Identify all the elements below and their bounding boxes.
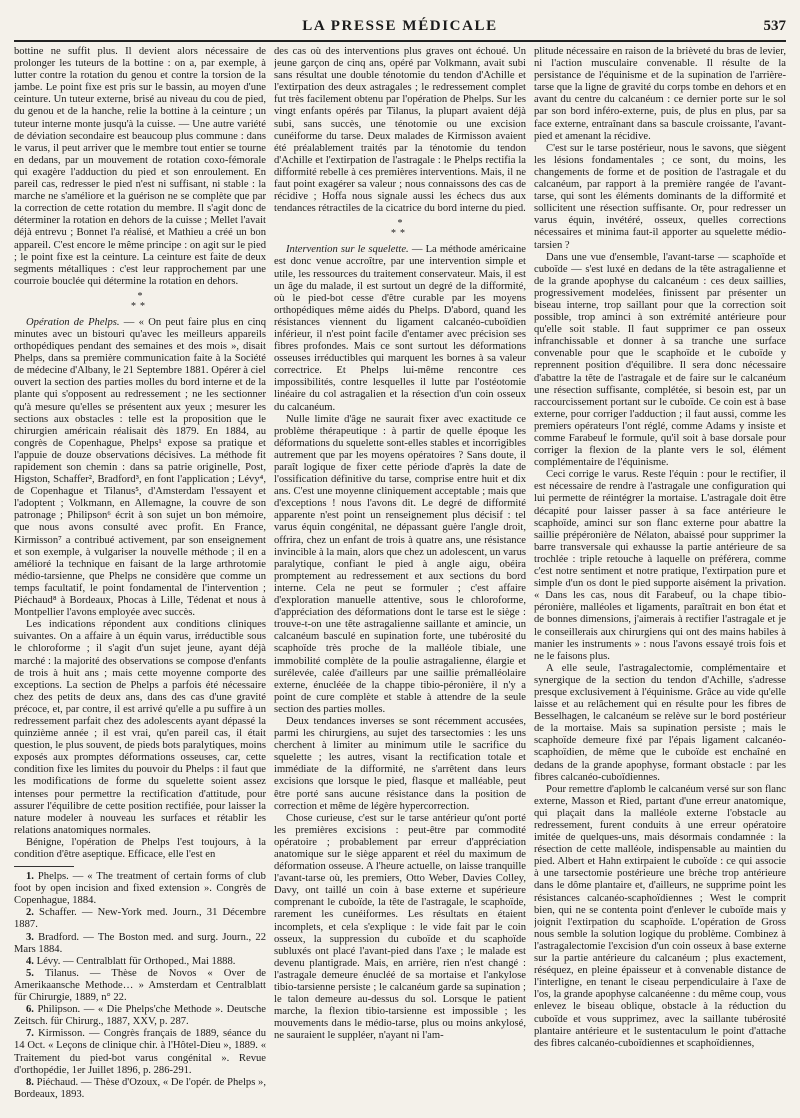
footnote-text: Philipson. — « Die Phelps'che Methode ». Deutsche Zeitsch. für Chirurg., 1887, XXV, p. 287.: [14, 1004, 266, 1028]
footnote-text: Phelps. — « The treatment of certain forms of club foot by open incision and fixed extension ». Congrès de Copenhague, 1884.: [14, 871, 266, 907]
footnote: [14, 968, 266, 1004]
footnote-text: Bradford. — The Boston med. and surg. Journ., 22 Mars 1884.: [14, 931, 266, 955]
footnote-number: 1.: [26, 871, 34, 883]
section-separator-asterisks: * **: [131, 290, 149, 312]
paragraph: des cas où des interventions plus graves ont échoué. Un jeune garçon de cinq ans, opéré par Volkmann, avait subi sans résultat une double ténotomie du tendon d'Achille et l'extirpation des deux astragales ; le redressement complet fut très facilement obtenu par l'opération de Phelps. Sur les vingt enfants opérés par Tilanus, la plupart avaient déjà subi, sans succès, une ténotomie ou une excision cunéiforme du tarse. Deux malades de Kirmisson avaient été préalablement traités par la ténotomie du tendon d'Achille et l'extirpation de l'astragale : le Phelps rectifia la difformité rebelle à ces premières interventions. Mais, il ne faut point exagérer sa valeur ; nous connaissons des cas de récidive ; Hoffa nous signale aussi les échecs dus aux tendances rétractiles de la cicatrice du bord interne du pied.: [274, 46, 526, 215]
footnote-number: 7.: [26, 1028, 34, 1040]
paragraph: Pour remettre d'aplomb le calcanéum versé sur son flanc externe, Masson et Ried, partant d'une erreur anatomique, qui plaçait dans la malléole externe l'obstacle au redressement, furent conduits à une erreur opératoire imitée de quelques-uns, mais désormais condamnée : la résection de cette malléole, indispensable au maintien du pied. Albert et Hahn extirpaient le cuboïde : ce qui associe à une tarsectomie postérieure une brèche trop antérieure dans le dôme plantaire et, d'ailleurs, ne supprime point les résistances calcanéo-scaphoïdiennes ; West le comprit bien, qui ne se contenta point d'enlever le cuboïde mais y joignit l'extirpation du scaphoïde. L'opération de Gross nous semble la solution logique du problème. Combinez à l'astragalectomie l'excision d'un coin osseux à base externe sur la partie antérieure du calcanéum ; plus exactement, réséquez, en pleine épaisseur et à convenable distance de l'interligne, en tenant le ciseau perpendiculaire à l'axe de l'os, la grande apophyse calcanéenne : du même coup, vous enlevez le biseau oblique, obstacle à la réduction du cuboïde et vous supprimez, avec la saillante tubérosité plantaire antérieure et le sustentaculum le point d'attache des fibres calcanéo-cuboïdiennes et scaphoïdiennes,: [534, 783, 786, 1049]
paragraph: Les indications répondent aux conditions cliniques suivantes. On a affaire à un équin varus, irréductible sous le chloroforme ; il s'agit d'un sujet jeune, ayant déjà marché : la majorité des observations se compose d'enfants de trois à huit ans ; mais cette moyenne comporte des exceptions. La section de Phelps a parfois été nécessaire chez des petits de deux ans, dans des cas d'une gravité précoce, et, par contre, il est arrivé qu'elle a pu suffire à un redressement parfait chez des adolescents ayant dépassé la quinzième année ; il est vrai, qu'en pareil cas, il était question, le plus souvent, de pieds bots paralytiques, moins exposés aux promptes déformations osseuses, car, cette condition fixe les limites du pouvoir du Phelps : il faut que les modifications de forme du squelette soient assez intenses pour permettre la rectification d'attitude, pour assurer l'équilibre de cette position rectifiée, pour laisser la nature modeler à nouveau les surfaces et rétablir les relations anatomiques normales.: [14, 619, 266, 836]
section-runin-heading: Intervention sur le squelette.: [286, 244, 409, 256]
section-separator-asterisks: * **: [391, 218, 409, 240]
paragraph: plitude nécessaire en raison de la brièveté du bras de levier, ni l'action musculaire convenable. Il résulte de la persistance de l'équinisme et de la supination de l'arrière-tarse que la ligne de gravité du corps tombe en dehors et en avant du centre du calcanéum : ce dernier porte sur le sol par son bord inféro-externe, puis, de plus en plus, par sa face externe, entraînant dans sa bascule croissante, l'avant-pied et amenant la récidive.: [534, 46, 786, 142]
footnote: [14, 1077, 266, 1101]
column-1: [14, 46, 266, 1110]
paragraph-text: — La méthode américaine est donc venue accroître, par une intervention simple et utile, les ressources du traitement conservateur. Mais, il est un âge du malade, il est surtout un degré de la difformité, où le pied-bot cesse d'être curable par les moyens orthopédiques même aidés du Phelps. D'abord, quand les résistances viennent du ligament calcanéo-cuboïdien inférieur, il n'est point facile d'entamer avec précision ses fibres profondes. Mais ce sont surtout les déformations osseuses irréductibles qui marquent les bornes à sa valeur correctrice. Et Phelps lui-même rencontre ces impossibilités, contre lesquelles il lutte par l'ostéotomie linéaire du col astragalien et la résection d'un coin osseux du calcanéum.: [274, 244, 526, 413]
footnote: [14, 1028, 266, 1076]
footnote-divider: [14, 866, 74, 867]
section-runin-heading: Opération de Phelps.: [26, 316, 120, 328]
footnote: [14, 1004, 266, 1028]
footnote-text: Tilanus. — Thèse de Novos « Over de Amerikaansche Methode… » Amsterdam et Centralblatt für Chirurgie, 1889, n° 22.: [14, 967, 266, 1004]
paragraph: bottine ne suffit plus. Il devient alors nécessaire de prolonger les tuteurs de la bottine : on a, par exemple, à lutter contre la rotation du genou et contre la torsion de la jambe. Le point fixe est pris sur le bassin, au moyen d'une ceinture. Un tuteur externe, brisé au niveau du cou de pied, du genou et de la hanche, relie la bottine à la ceinture ; un tuteur interne monte jusqu'à la cuisse. — Une autre variété de déviation secondaire est beaucoup plus commune : dans le varus, il peut arriver que le membre tout entier se tourne en dedans, par un mouvement de rotation coxo-fémorale qui exagère l'adduction du pied et son enroulement. En pareil cas, redresser le pied n'est ni suffisant, ni stable : la marche ne s'améliore et la guérison ne se complète que par la correction de cette rotation du membre. Il s'agit donc de déterminer la rotation en dehors de la cuisse ; Mellet l'avait déjà entrevu ; Bonnet l'a réalisé, et Mathieu a créé un bon appareil. C'est encore le même principe : on agit sur le pied ; le point fixe est la ceinture. La ceinture est faite de deux segments métalliques : c'est leur rapprochement par une courroie bouclée qui détermine la rotation en dehors.: [14, 46, 266, 287]
footnote-number: 6.: [26, 1004, 34, 1016]
paragraph-squelette: [274, 244, 526, 413]
footnote-number: 5.: [26, 967, 34, 979]
footnote-text: Schaffer. — New-York med. Journ., 31 Décembre 1887.: [14, 907, 266, 931]
paragraph: C'est sur le tarse postérieur, nous le savons, que siègent les lésions fondamentales ; ce sont, du moins, les changements de forme et de position de l'astragale et du calcanéum, par rapport à la première rangée de l'avant-tarse, qui sont les éléments dominants de la difformité et sollicitent une résection suffisante. Or, pour redresser un varus équin, invétéré, osseux, quelles corrections nécessaires et minima faut-il apporter au squelette médio-tarsien ?: [534, 142, 786, 251]
column-2: [274, 46, 526, 1110]
paragraph-phelps: [14, 317, 266, 619]
footnote-text: Lévy. — Centralblatt für Orthoped., Mai 1888.: [36, 955, 236, 967]
paragraph: Ceci corrige le varus. Reste l'équin : pour le rectifier, il est nécessaire de rendre à l'astragale une configuration qui lui permette de réintégrer la mortaise. L'astragale doit être décapité pour laisser passer à sa face antérieure le scaphoïde, aminci sur son flanc externe pour abattre la saillie prépéronière de Nélaton, abaissé pour supprimer la barre transversale qui exhausse la partie antérieure de sa trochlée : triple retouche à laquelle on préférera, comme c'est notre sentiment et notre pratique, l'extirpation pure et simple d'un os dont le pied supporte aisément la privation. « Dans les cas, nous dit Farabeuf, ou la chape tibio-péronière, malléoles et ligaments, paraîtrait en bon état et de bonnes dimensions, j'aimerais à rectifier l'astragale et je le conseillerais aux chirurgiens qui ont des mains habiles à manier les instruments » : nous l'avons essayé trois fois et ne le faisons plus.: [534, 469, 786, 662]
footnote-text: Piéchaud. — Thèse d'Ozoux, « De l'opér. de Phelps », Bordeaux, 1893.: [14, 1076, 266, 1100]
footnote: [14, 956, 266, 968]
footnote-text: Kirmisson. — Congrès français de 1889, séance du 14 Oct. « Leçons de clinique chir. à l'Hôtel-Dieu », 1889. « Traitement du pied-bot varus congénital ». Revue d'orthopédie, 1er Juillet 1896, p. 286-291.: [14, 1028, 266, 1076]
running-header: [14, 10, 786, 42]
paragraph: A elle seule, l'astragalectomie, complémentaire et synergique de la section du tendon d'Achille, s'adresse presque exclusivement à l'équinisme. Grâce au vide qu'elle laisse et au relâchement qui en résulte pour les fibres de Besselhagen, le calcanéum se relève sur le bord postérieur de la mortaise. Mais sa supination persiste ; mais le scaphoïde demeure fixé par l'épais ligament calcanéo-scaphoïdien, de même que le cuboïde est enchaîné en dedans de la grande apophyse, formant obstacle : par les fibres calcanéo-cuboïdiennes.: [534, 662, 786, 783]
journal-title: LA PRESSE MÉDICALE: [302, 18, 498, 34]
column-3: [534, 46, 786, 1110]
paragraph: Nulle limite d'âge ne saurait fixer avec exactitude ce problème thérapeutique : à partir de quelle époque les déformations du squelette sont-elles stables et incorrigibles autrement que par les moyens opératoires ? Sans doute, il paraît logique de fixer cette période d'après la date de l'ossification définitive du tarse, comprise entre huit et dix ans. C'est une moyenne cliniquement acceptable ; mais que d'exceptions ! nous l'avons dit. Le degré de difformité apparente n'est point un renseignement plus décisif : tel varus équin congénital, ne dépassant guère l'angle droit, offrira, chez un enfant de trois à quatre ans, une résistance invincible à la main, alors que chez un adolescent, un varus paralytique, confiant le pied à angle aigu, obéira promptement au redressement et aux sections du bord interne. Cela ne peut se formuler ; c'est affaire d'exploration manuelle attentive, sous le chloroforme, d'appréciation des déformations dont le tarse est le siège : trouve-t-on une tête astragalienne saillante et amincie, un calcanéum basculé en supination forte, une tubérosité du scaphoïde très proche de la malléole tibiale, une immobilité complète de la poulie astragalienne, élargie et surélevée, calée d'ailleurs par une saillie prémalléolaire externe, énucléée de la chappe tibio-péronière, il n'y a point de cure complète et stable à attendre de la seule section des parties molles.: [274, 413, 526, 715]
footnote-number: 8.: [26, 1076, 34, 1088]
paragraph: Deux tendances inverses se sont récemment accusées, parmi les chirurgiens, au sujet des tarsectomies : les uns cherchent à limiter au minimum utile le sacrifice du squelette ; les autres, visant la rectification totale et immédiate de la difformité, ne s'arrêtent dans leurs excisions que lorsque le pied, flasque et malléable, peut être porté sans aucune résistance dans la position de correction et même de légère hypercorrection.: [274, 715, 526, 812]
footnote-number: 2.: [26, 907, 34, 919]
footnote: [14, 871, 266, 907]
footnote-number: 3.: [26, 931, 34, 943]
footnote: [14, 907, 266, 931]
paragraph: Bénigne, l'opération de Phelps l'est toujours, à la condition d'être aseptique. Efficace, elle l'est en: [14, 836, 266, 860]
footnotes: [14, 871, 266, 1101]
paragraph: Chose curieuse, c'est sur le tarse antérieur qu'ont porté les premières excisions : peut-être par commodité opératoire ; probablement par erreur d'appréciation anatomique sur le siège apparent et réel du maximum de déformation osseuse. A l'heure actuelle, on laisse tranquille l'avant-tarse où, les premiers, Otto Weber, Davies Colley, Davy, ont taillé un coin à base externe et supérieure comprenant le cuboïde, la tête de l'astragale, le scaphoïde, rarement les cunéiformes. Les résultats en étaient incomplets, et cela s'explique : le vide fait par le coin osseux, la suppression du cuboïde et du scaphoïde subluxés ont placé l'avant-pied dans l'axe ; le malade est devenu plantigrade. Mais, en arrière, rien n'est changé : l'astragale demeure énucléé de sa mortaise et l'ankylose tibio-tarsienne persiste ; le calcanéum garde sa supination ; le talon demeure au-dessus du sol. Lorsque le patient marche, la flexion tibio-tarsienne est impossible ; les mouvements dans le médio-tarse, plus ou moins ankylosé, ne sauraient le suppléer, n'ayant ni l'am-: [274, 812, 526, 1042]
paragraph: Dans une vue d'ensemble, l'avant-tarse — scaphoïde et cuboïde — s'est luxé en dedans de la tête astragalienne et de la grande apophyse du calcanéum : ces deux saillies, progressivement modelées, finissent par présenter un biseau interne, trop saillant pour que la correction soit possible, trop aminci à son extrémité antérieure pour qu'elle soit stable. Il faut supprimer ce pan osseux infranchissable et donner à sa tranche une surface convenable pour que le scaphoïde et le cuboïde y reprennent position d'équilibre. Il sera donc nécessaire d'abattre la tête de l'astragale et de faire sur le calcanéum une résection suffisante, complétée, si besoin est, par un raccourcissement portant sur le cuboïde. Ce coin est à base externe, pour corriger l'adduction ; il faut aussi, comme les premiers opérateurs l'ont réglé, comme Adams y insiste et comme Farabeuf le formule, qu'il soit à base dorsale pour corriger la flexion de la plante vers le sol, élément complémentaire de l'équinisme.: [534, 251, 786, 469]
page-number: 537: [763, 18, 786, 34]
footnote-number: 4.: [26, 955, 34, 967]
footnote: [14, 932, 266, 956]
paragraph-text: — « On peut faire plus en cinq minutes avec un bistouri qu'avec les meilleurs appareils orthopédiques pendant des semaines et des mois », disait Phelps, dans sa première communication faite à la Société de médecine d'Albany, le 21 Septembre 1881. Opérer à ciel ouvert la section des parties molles du bord interne et de la plante qui s'opposent au redressement ; ne les sectionner qu'à mesure qu'elles se présentent aux yeux ; mesurer les sections aux obstacles : telle est la proposition que le chirurgien américain réalisait dès 1879. En 1884, au congrès de Copenhague, Phelps¹ expose sa pratique et l'appuie de douze observations décisives. La méthode fit rapidement son chemin : dans sa patrie originelle, Post, Higston, Schaffer², Bradford³, en font l'application ; Lévy⁴, de Copenhague et Tilanus⁵, d'Amsterdam l'essayent et l'adoptent ; Volkmann, en Allemagne, la couvre de son patronage ; Philipson⁶ écrit à son sujet un bon mémoire, que nous avons consulté avec profit. En France, Kirmisson⁷ a contribué activement, par son enseignement et son exemple, à vulgariser la nouvelle méthode ; il en a amélioré la technique en faisant de la large arthrotomie médio-tarsienne, que Phelps ne considère que comme un temps facultatif, le point fondamental de l'intervention ; Piéchaud⁸ à Bordeaux, Phocas à Lille, Tédenat et nous à Montpellier l'avons employée avec succès.: [14, 316, 266, 619]
